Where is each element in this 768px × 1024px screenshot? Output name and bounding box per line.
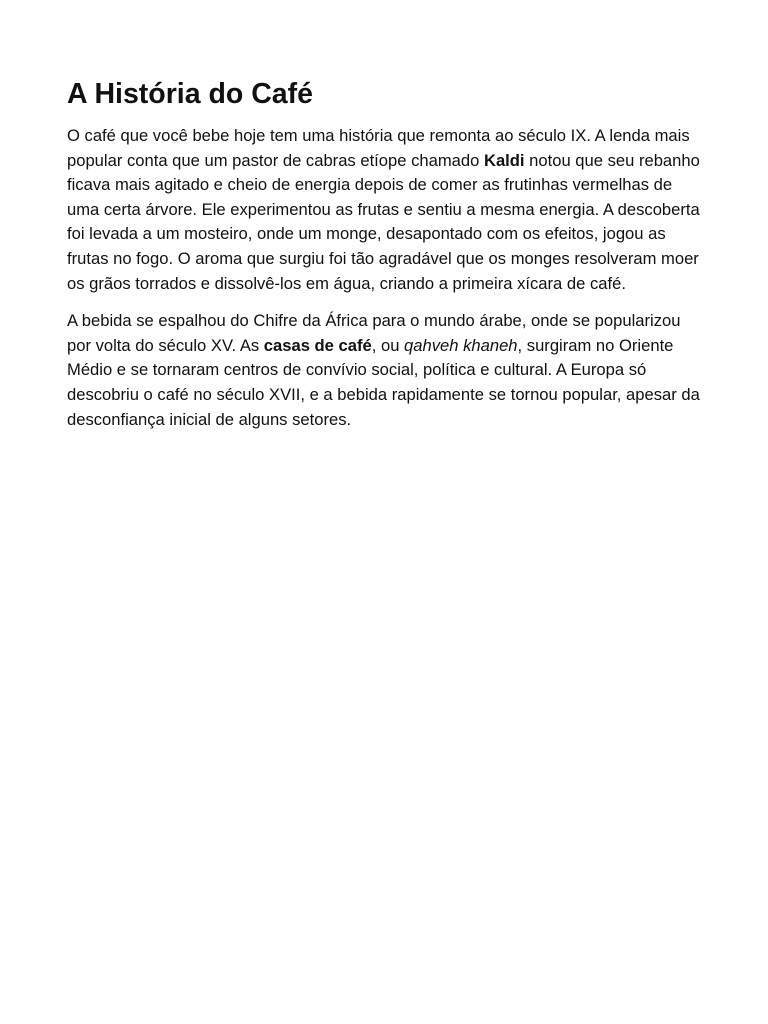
qahveh-khaneh-italic-text: qahveh khaneh — [404, 335, 518, 355]
kaldi-bold-text: Kaldi — [483, 150, 525, 170]
casas-de-cafe-bold-text: casas de café — [263, 335, 372, 355]
paragraph-spread-of-coffee — [67, 309, 702, 432]
paragraph-kaldi-legend — [67, 124, 702, 296]
paragraph-1-text-end: notou que seu rebanho ficava mais agitado e cheio de energia depois de comer as frutinhas vermelhas de uma certa árvore. Ele experimentou as frutas e sentiu a mesma energia. A descoberta foi levada a um mosteiro, onde um monge, desapontado com os efeitos, jogou as frutas no fogo. O aroma que surgiu foi tão agradável que os monges resolveram moer os grãos torrados e dissolvê-los em água, criando a primeira xícara de café. — [67, 150, 700, 293]
paragraph-1-text-start: O café que você bebe hoje tem uma história que remonta ao século IX. A lenda mais popular conta que um pastor de cabras etíope chamado — [67, 126, 690, 170]
page-title: A História do Café — [67, 78, 313, 110]
paragraph-2-text-end: , surgiram no Oriente Médio e se tornaram centros de convívio social, política e cultural. A Europa só descobriu o café no século XVII, e a bebida rapidamente se tornou popular, apesar da desconfiança inicial de alguns setores. — [67, 335, 700, 429]
paragraph-2-text-between: , ou — [371, 335, 405, 355]
paragraph-2-text-start: A bebida se espalhou do Chifre da África para o mundo árabe, onde se popularizou por volta do século XV. As — [67, 311, 681, 355]
